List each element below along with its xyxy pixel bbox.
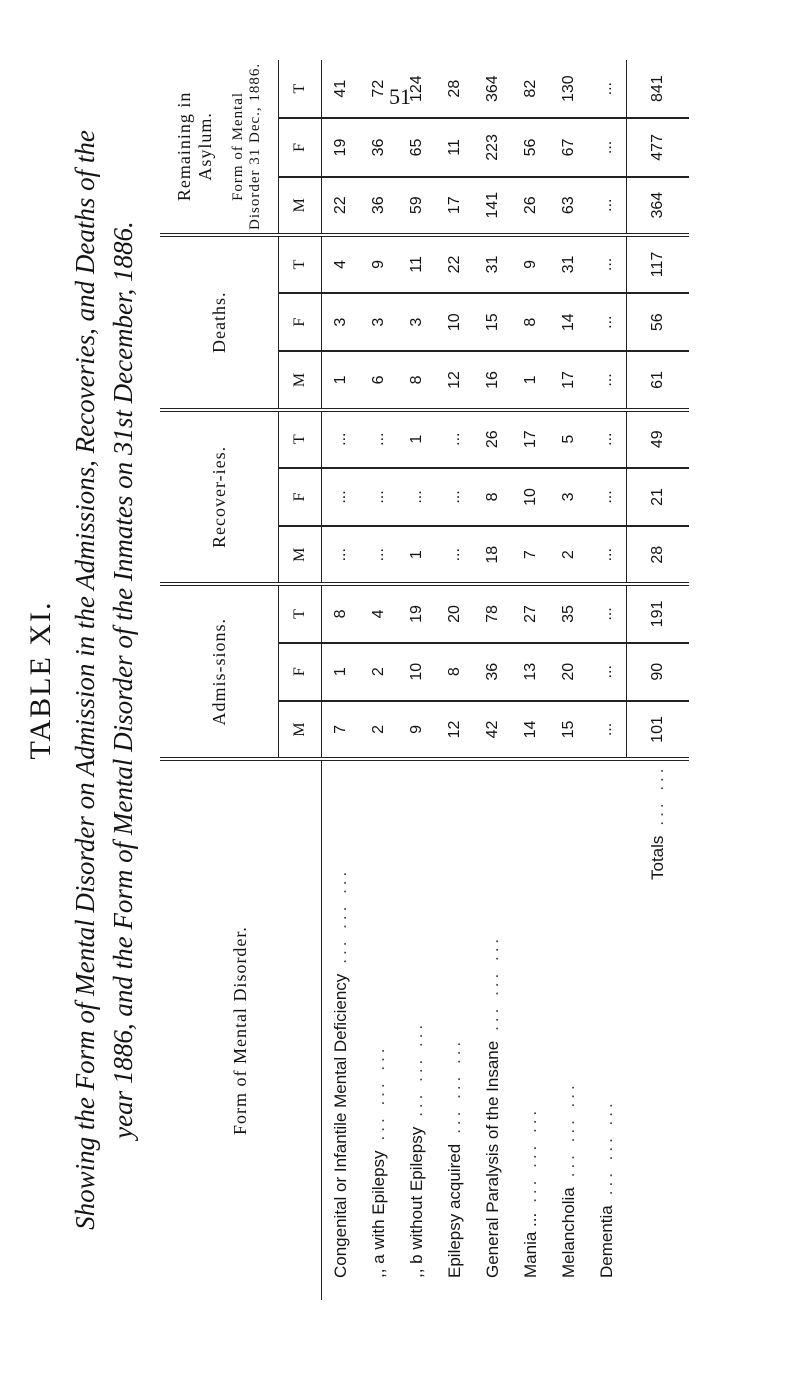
adm-t-cell: ... — [588, 584, 627, 642]
rem-f-cell: 477 — [627, 118, 690, 176]
dth-f-cell: 15 — [474, 293, 512, 351]
rec-f-cell: ... — [436, 468, 474, 526]
adm-f-cell: 13 — [512, 643, 550, 701]
rec-m-cell: 28 — [627, 526, 690, 584]
form-of-disorder-header: Form of Mental Disorder. — [230, 926, 250, 1136]
rem-f-cell: 11 — [436, 118, 474, 176]
adm-t-header: T — [279, 584, 322, 642]
dth-t-cell: 11 — [398, 235, 436, 293]
rem-m-cell: 22 — [322, 177, 361, 235]
table-row — [550, 60, 588, 1300]
adm-m-header: M — [279, 701, 322, 759]
dth-m-cell: 8 — [398, 351, 436, 409]
rem-m-cell: 36 — [360, 177, 398, 235]
dth-f-cell: ... — [588, 293, 627, 351]
deaths-header: Deaths. — [160, 235, 279, 410]
admissions-header: Admis-sions. — [160, 584, 279, 759]
disorder-label: Melancholia — [559, 1187, 578, 1278]
rem-m-cell: 17 — [436, 177, 474, 235]
table-row — [436, 60, 474, 1300]
table-title: TABLE XI. — [24, 600, 57, 760]
table-body — [322, 60, 690, 1300]
disorder-label: ,, a with Epilepsy — [369, 1150, 388, 1278]
rem-f-cell: 36 — [360, 118, 398, 176]
rem-t-cell: 364 — [474, 60, 512, 118]
rem-t-cell: 41 — [322, 60, 361, 118]
totals-row — [627, 60, 690, 1300]
adm-f-cell: 2 — [360, 643, 398, 701]
disorder-label: Epilepsy acquired — [445, 1143, 464, 1278]
table-row — [588, 60, 627, 1300]
leader-dots: ... ... ... — [369, 1044, 388, 1141]
adm-t-cell: 78 — [474, 584, 512, 642]
disorder-label: Dementia — [597, 1205, 617, 1278]
rem-t-cell: 82 — [512, 60, 550, 118]
table-row — [322, 60, 361, 1300]
rec-t-cell: ... — [436, 410, 474, 468]
adm-m-cell: 42 — [474, 701, 512, 759]
dth-f-cell: 3 — [322, 293, 361, 351]
adm-m-cell: 14 — [512, 701, 550, 759]
rem-f-cell: ... — [588, 118, 627, 176]
dth-m-cell: 1 — [512, 351, 550, 409]
page-number: 51 — [389, 84, 411, 109]
rem-f-cell: 65 — [398, 118, 436, 176]
totals-label-cell — [627, 759, 690, 1300]
adm-m-cell: 2 — [360, 701, 398, 759]
disorder-label-cell — [474, 759, 512, 1300]
adm-m-cell: ... — [588, 701, 627, 759]
remaining-header-subtitle: Form of Mental Disorder 31 Dec., 1886. — [230, 62, 263, 230]
adm-t-cell: 35 — [550, 584, 588, 642]
adm-m-cell: 15 — [550, 701, 588, 759]
rem-t-cell: 124 — [398, 60, 436, 118]
adm-t-cell: 4 — [360, 584, 398, 642]
rotated-page-content — [20, 60, 780, 1300]
rec-m-cell: ... — [436, 526, 474, 584]
table-subtitle-line-1: Showing the Form of Mental Disorder on Admission in the Admissions, Recoveries, and Deaths of the — [70, 130, 100, 1230]
rec-t-cell: ... — [360, 410, 398, 468]
dth-m-cell: 61 — [627, 351, 690, 409]
dth-f-cell: 8 — [512, 293, 550, 351]
rec-f-cell: 10 — [512, 468, 550, 526]
rec-f-header: F — [279, 468, 322, 526]
dth-m-cell: ... — [588, 351, 627, 409]
rec-t-cell: 26 — [474, 410, 512, 468]
rec-m-cell: 2 — [550, 526, 588, 584]
dth-m-cell: 6 — [360, 351, 398, 409]
adm-f-header: F — [279, 643, 322, 701]
table-row — [360, 60, 398, 1300]
rec-m-cell: ... — [322, 526, 361, 584]
adm-f-cell: 10 — [398, 643, 436, 701]
rec-f-cell: ... — [398, 468, 436, 526]
dth-t-cell: 22 — [436, 235, 474, 293]
dth-t-cell: 9 — [360, 235, 398, 293]
dth-m-cell: 17 — [550, 351, 588, 409]
rem-f-cell: 223 — [474, 118, 512, 176]
adm-f-cell: ... — [588, 643, 627, 701]
rec-t-cell: 5 — [550, 410, 588, 468]
remaining-header — [160, 60, 279, 235]
dth-m-header: M — [279, 351, 322, 409]
rec-f-cell: 8 — [474, 468, 512, 526]
rem-m-cell: 59 — [398, 177, 436, 235]
remaining-header-title: Remaining in Asylum. — [174, 91, 215, 202]
rem-t-cell: 28 — [436, 60, 474, 118]
disorder-label: Congenital or Infantile Mental Deficiency — [331, 973, 350, 1278]
dth-t-cell: 117 — [627, 235, 690, 293]
rem-m-cell: 141 — [474, 177, 512, 235]
table-row — [474, 60, 512, 1300]
rec-f-cell: ... — [360, 468, 398, 526]
rec-t-cell: ... — [322, 410, 361, 468]
mental-disorder-table — [160, 60, 689, 1300]
adm-m-cell: 7 — [322, 701, 361, 759]
disorder-label: General Paralysis of the Insane — [483, 1040, 502, 1278]
rec-t-cell: 1 — [398, 410, 436, 468]
dth-t-cell: 4 — [322, 235, 361, 293]
disorder-label-cell — [436, 759, 474, 1300]
rem-m-cell: 63 — [550, 177, 588, 235]
table-row — [512, 60, 550, 1300]
dth-t-cell: ... — [588, 235, 627, 293]
adm-m-cell: 9 — [398, 701, 436, 759]
rec-m-header: M — [279, 526, 322, 584]
rem-f-cell: 67 — [550, 118, 588, 176]
leader-dots: ... ... ... — [559, 1081, 578, 1178]
adm-f-cell: 36 — [474, 643, 512, 701]
disorder-label-cell — [322, 759, 361, 1300]
totals-label: Totals — [647, 835, 667, 880]
adm-t-cell: 27 — [512, 584, 550, 642]
rec-m-cell: ... — [360, 526, 398, 584]
disorder-label-cell — [588, 759, 627, 1300]
adm-f-cell: 1 — [322, 643, 361, 701]
rec-t-header: T — [279, 410, 322, 468]
rec-f-cell: ... — [322, 468, 361, 526]
disorder-label-cell — [550, 759, 588, 1300]
rem-f-header: F — [279, 118, 322, 176]
adm-m-cell: 12 — [436, 701, 474, 759]
rem-t-cell: 130 — [550, 60, 588, 118]
rec-t-cell: 17 — [512, 410, 550, 468]
adm-t-cell: 8 — [322, 584, 361, 642]
dth-f-cell: 10 — [436, 293, 474, 351]
disorder-label: ,, b without Epilepsy — [407, 1126, 426, 1278]
adm-f-cell: 20 — [550, 643, 588, 701]
adm-t-cell: 19 — [398, 584, 436, 642]
disorder-label-cell — [512, 759, 550, 1300]
rec-m-cell: 1 — [398, 526, 436, 584]
rec-f-cell: 21 — [627, 468, 690, 526]
leader-dots: ... ... ... — [521, 1106, 540, 1203]
dth-f-header: F — [279, 293, 322, 351]
rec-m-cell: 18 — [474, 526, 512, 584]
adm-m-cell: 101 — [627, 701, 690, 759]
dth-f-cell: 56 — [627, 293, 690, 351]
rem-f-cell: 56 — [512, 118, 550, 176]
rem-t-cell: 841 — [627, 60, 690, 118]
rec-m-cell: 7 — [512, 526, 550, 584]
rec-f-cell: ... — [588, 468, 627, 526]
leader-dots: ... ... ... — [483, 934, 502, 1031]
rem-t-cell: 72 — [360, 60, 398, 118]
dth-f-cell: 14 — [550, 293, 588, 351]
rec-t-cell: 49 — [627, 410, 690, 468]
dth-m-cell: 1 — [322, 351, 361, 409]
table-subtitle-line-2: year 1886, and the Form of Mental Disorder of the Inmates on 31st December, 1886. — [108, 221, 138, 1139]
rem-t-cell: ... — [588, 60, 627, 118]
disorder-label-cell — [360, 759, 398, 1300]
rec-t-cell: ... — [588, 410, 627, 468]
leader-dots: ... ... ... — [331, 867, 350, 964]
leader-dots: ... ... ... — [597, 1099, 617, 1196]
disorder-label: Mania ... — [521, 1212, 540, 1278]
dth-t-cell: 31 — [550, 235, 588, 293]
dth-t-cell: 31 — [474, 235, 512, 293]
rem-f-cell: 19 — [322, 118, 361, 176]
dth-f-cell: 3 — [360, 293, 398, 351]
adm-f-cell: 8 — [436, 643, 474, 701]
recoveries-header: Recover-ies. — [160, 410, 279, 585]
disorder-label-cell — [398, 759, 436, 1300]
rem-m-cell: 364 — [627, 177, 690, 235]
rem-m-cell: 26 — [512, 177, 550, 235]
rem-t-header: T — [279, 60, 322, 118]
leader-dots: ... ... ... — [445, 1037, 464, 1134]
dth-t-cell: 9 — [512, 235, 550, 293]
dth-f-cell: 3 — [398, 293, 436, 351]
leader-dots: ... ... ... — [407, 1020, 426, 1117]
adm-t-cell: 191 — [627, 584, 690, 642]
adm-f-cell: 90 — [627, 643, 690, 701]
dth-m-cell: 16 — [474, 351, 512, 409]
rec-f-cell: 3 — [550, 468, 588, 526]
leader-dots: ... ... — [647, 764, 667, 826]
table-row — [398, 60, 436, 1300]
rec-m-cell: ... — [588, 526, 627, 584]
rem-m-cell: ... — [588, 177, 627, 235]
dth-t-header: T — [279, 235, 322, 293]
dth-m-cell: 12 — [436, 351, 474, 409]
adm-t-cell: 20 — [436, 584, 474, 642]
rem-m-header: M — [279, 177, 322, 235]
